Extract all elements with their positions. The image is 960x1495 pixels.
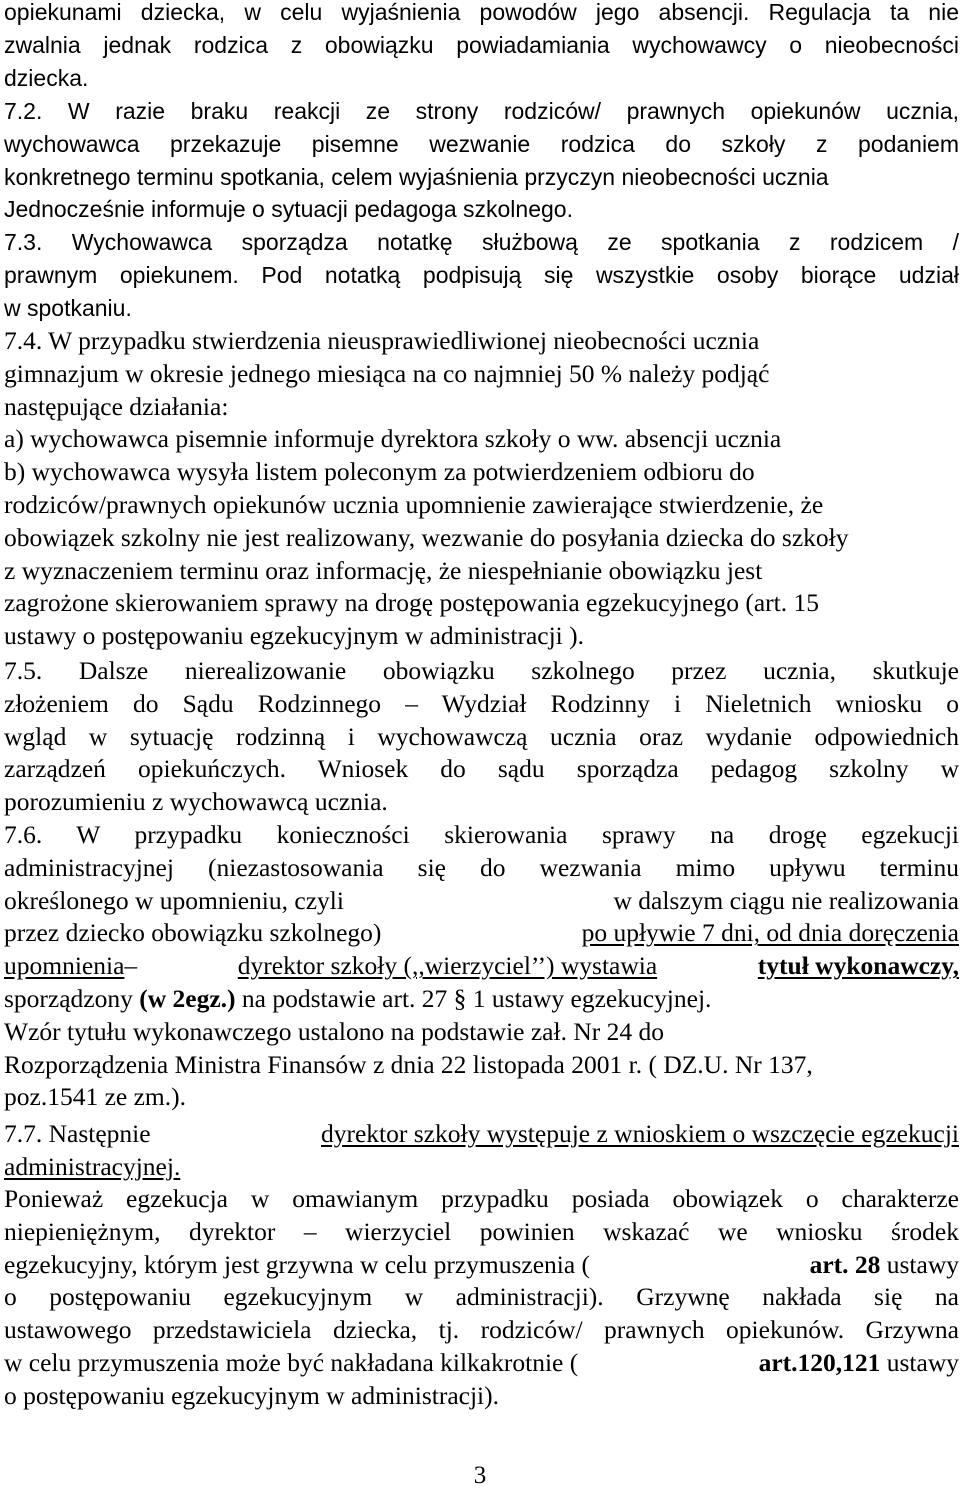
text-line: gimnazjum w okresie jednego miesiąca na co najmniej 50 % należy podjąć — [4, 358, 770, 388]
section-7-5 — [4, 655, 959, 819]
text-line: 7.6. W przypadku konieczności skierowania sprawy na drogę egzekucji — [4, 820, 959, 849]
text-line: rodziców/prawnych opiekunów ucznia upomnienie zawierające stwierdzenie, że — [4, 489, 824, 519]
text-line — [4, 983, 959, 1016]
text-segment: ustawy — [880, 1347, 959, 1377]
text-line: zwalnia jednak rodzica z obowiązku powiadamiania wychowawcy o nieobecności — [4, 31, 959, 58]
bold-article: art. 28 — [809, 1249, 881, 1279]
text-line — [4, 1249, 959, 1282]
text-line: 7.2. W razie braku reakcji ze strony rodziców/ prawnych opiekunów ucznia, — [4, 98, 959, 124]
dash: – — [124, 951, 138, 981]
text-line: administracyjnej. — [4, 1151, 181, 1181]
text-segment: 7.7. Następnie — [4, 1119, 151, 1148]
text-line: 7.5. Dalsze nierealizowanie obowiązku szkolnego przez ucznia, skutkuje — [4, 656, 959, 685]
text-line: zarządzeń opiekuńczych. Wniosek do sądu sporządza pedagog szkolny w — [4, 754, 959, 784]
text-line: opiekunami dziecka, w celu wyjaśnienia powodów jego absencji. Regulacja ta nie — [4, 0, 959, 25]
text-line: ustawowego przedstawiciela dziecka, tj. rodziców/ prawnych opiekunów. Grzywna — [4, 1315, 959, 1345]
text-line: wychowawca przekazuje pisemne wezwanie rodzica do szkoły z podaniem — [4, 130, 959, 157]
text-group — [4, 950, 137, 983]
text-line: obowiązek szkolny nie jest realizowany, wezwanie do posyłania dziecka do szkoły — [4, 522, 849, 552]
text-line: z wyznaczeniem terminu oraz informację, że niespełnianie obowiązku jest — [4, 555, 763, 585]
bold-enforcement-title: tytuł wykonawczy, — [757, 951, 959, 981]
text-line: następujące działania: — [4, 391, 229, 421]
text-line: b) wychowawca wysyła listem poleconym za potwierdzeniem odbioru do — [4, 457, 755, 487]
text-line: ustawy o postępowaniu egzekucyjnym w administracji ). — [4, 621, 584, 651]
section-7-3 — [4, 226, 959, 324]
text-line — [4, 1118, 959, 1151]
text-group — [810, 1249, 959, 1282]
text-line: poz.1541 ze zm.). — [4, 1082, 186, 1112]
text-line: niepieniężnym, dyrektor – wierzyciel powinien wskazać we wniosku środek — [4, 1216, 959, 1246]
bold-articles: art.120,121 — [758, 1347, 881, 1377]
section-sign-icon: § — [453, 983, 473, 1013]
text-segment: w celu przymuszenia może być nakładana kilkakrotnie ( — [4, 1347, 579, 1377]
section-7-6 — [4, 819, 959, 1114]
text-line: dziecka. — [4, 64, 89, 91]
page-number: 3 — [473, 1462, 487, 1489]
text-line: 7.4. W przypadku stwierdzenia nieusprawiedliwionej nieobecności ucznia — [4, 326, 760, 355]
text-line: porozumieniu z wychowawcą ucznia. — [4, 787, 388, 817]
section-7-2 — [4, 95, 959, 226]
text-line: administracyjnej (niezastosowania się do wezwania mimo upływu terminu — [4, 852, 959, 882]
text-line — [4, 1347, 959, 1380]
text-line: konkretnego terminu spotkania, celem wyjaśnienia przyczyn nieobecności ucznia — [4, 163, 829, 190]
text-segment: 1 ustawy egzekucyjnej. — [472, 983, 712, 1013]
text-line: o postępowaniu egzekucyjnym w administracji). Grzywnę nakłada się na — [4, 1282, 959, 1312]
text-line — [4, 885, 959, 918]
text-segment: na podstawie art. 27 — [235, 983, 454, 1013]
text-group — [759, 1347, 959, 1380]
text-segment: sporządzony — [4, 983, 140, 1013]
bold-copies: (w 2egz.) — [139, 983, 236, 1013]
text-line: Rozporządzenia Ministra Finansów z dnia 22 listopada 2001 r. ( DZ.U. Nr 137, — [4, 1049, 813, 1079]
text-line: zagrożone skierowaniem sprawy na drogę postępowania egzekucyjnego (art. 15 — [4, 588, 819, 618]
paragraph-fine — [4, 1183, 959, 1413]
section-7-7 — [4, 1118, 959, 1184]
section-7-4 — [4, 325, 959, 653]
text-segment: w dalszym ciągu nie realizowania — [613, 885, 959, 915]
text-segment: przez dziecko obowiązku szkolnego) — [4, 918, 382, 948]
text-line: o postępowaniu egzekucyjnym w administracji). — [4, 1380, 499, 1410]
text-line: a) wychowawca pisemnie informuje dyrektora szkoły o ww. absencji ucznia — [4, 424, 782, 454]
text-line: prawnym opiekunem. Pod notatką podpisują się wszystkie osoby biorące udział — [4, 261, 959, 288]
text-line: Jednocześnie informuje o sytuacji pedagoga szkolnego. — [4, 196, 573, 223]
underlined-creditor: dyrektor szkoły (,,wierzyciel’’) wystawia — [237, 951, 658, 981]
text-segment: egzekucyjny, którym jest grzywna w celu przymuszenia ( — [4, 1249, 591, 1279]
text-line: wgląd w sytuację rodzinną i wychowawczą ucznia oraz wydanie odpowiednich — [4, 721, 959, 751]
text-line — [4, 950, 959, 983]
underlined-text: upomnienia — [4, 951, 125, 981]
text-segment: ustawy — [880, 1249, 959, 1279]
text-line: złożeniem do Sądu Rodzinnego – Wydział Rodzinny i Nieletnich wniosku o — [4, 688, 959, 718]
paragraph-intro — [4, 0, 959, 94]
text-line: w spotkaniu. — [4, 294, 132, 321]
text-line — [4, 917, 959, 950]
text-line: Ponieważ egzekucja w omawianym przypadku posiada obowiązek o charakterze — [4, 1184, 959, 1213]
underlined-deadline: po upływie 7 dni, od dnia doręczenia — [581, 918, 959, 948]
text-line: Wzór tytułu wykonawczego ustalono na podstawie zał. Nr 24 do — [4, 1016, 664, 1046]
text-segment: określonego w upomnieniu, czyli — [4, 885, 344, 915]
underlined-motion: dyrektor szkoły występuje z wnioskiem o wszczęcie egzekucji — [321, 1119, 959, 1148]
text-line: 7.3. Wychowawca sporządza notatkę służbową ze spotkania z rodzicem / — [4, 229, 959, 255]
